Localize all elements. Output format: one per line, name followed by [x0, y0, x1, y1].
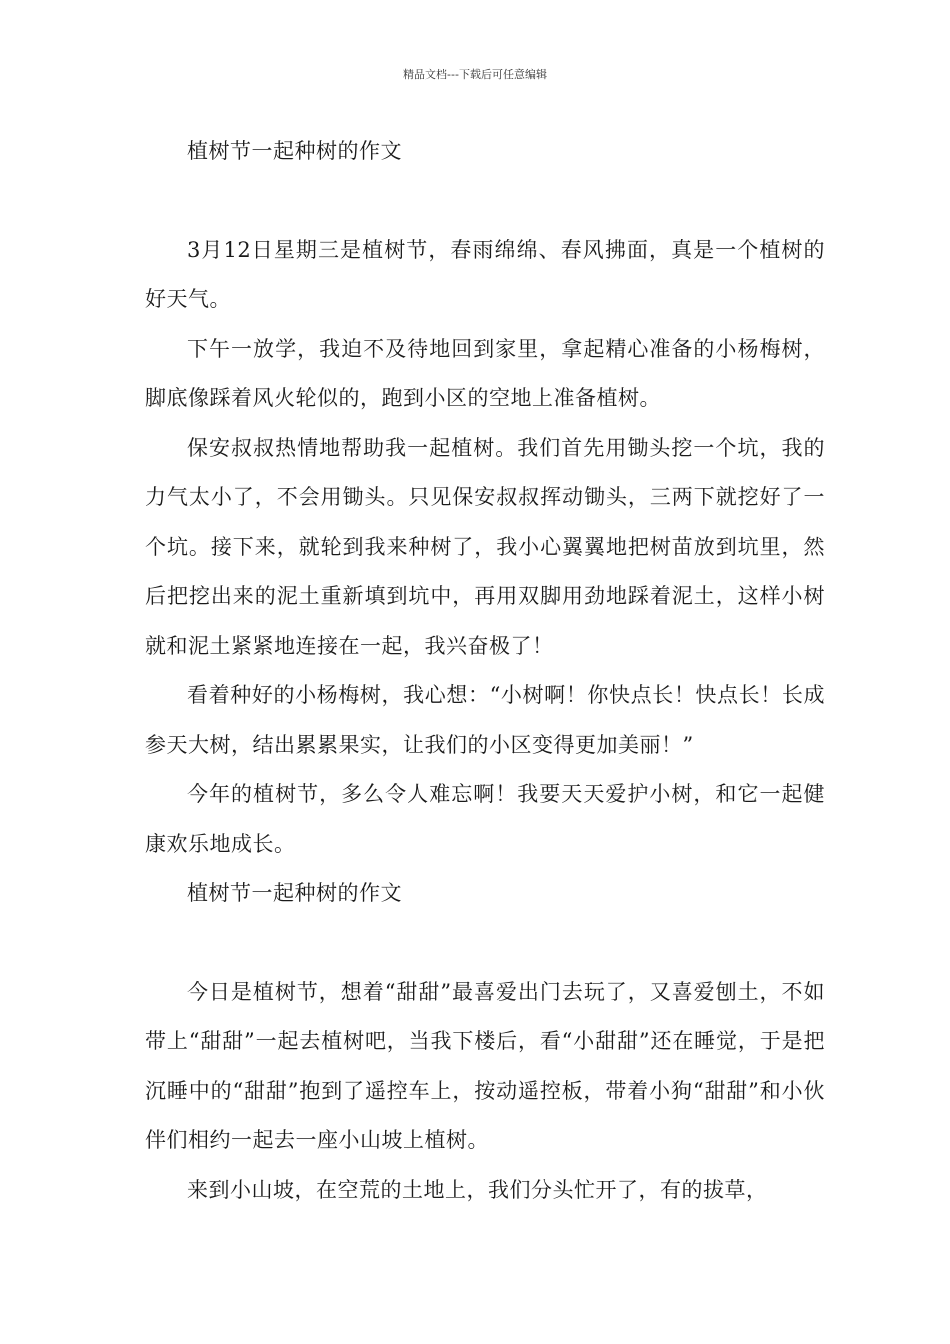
document-body	[145, 127, 825, 1215]
article-title: 植树节一起种树的作文	[187, 139, 402, 163]
paragraph: 保安叔叔热情地帮助我一起植树。我们首先用锄头挖一个坑，我的力气太小了，不会用锄头。只见保安叔叔挥动锄头，三两下就挖好了一个坑。接下来，就轮到我来种树了，我小心翼翼地把树苗放到坑里，然后把挖出来的泥土重新填到坑中，再用双脚用劲地踩着泥土，这样小树就和泥土紧紧地连接在一起，我兴奋极了！	[145, 435, 825, 658]
paragraph: 今日是植树节，想着“甜甜”最喜爱出门去玩了，又喜爱刨土，不如带上“甜甜”一起去植树吧，当我下楼后，看“小甜甜”还在睡觉，于是把沉睡中的“甜甜”抱到了遥控车上，按动遥控板，带着小狗“甜甜”和小伙伴们相约一起去一座小山坡上植树。	[145, 979, 825, 1152]
blank-line	[145, 919, 825, 968]
article-title: 植树节一起种树的作文	[187, 881, 402, 905]
page-header: 精品文档---下载后可任意编辑	[403, 68, 547, 81]
blank-line	[145, 177, 825, 226]
paragraph: 来到小山坡，在空荒的土地上，我们分头忙开了，有的拔草，	[187, 1177, 768, 1202]
paragraph: 3月12日星期三是植树节，春雨绵绵、春风拂面，真是一个植树的好天气。	[145, 237, 825, 311]
paragraph: 下午一放学，我迫不及待地回到家里，拿起精心准备的小杨梅树，脚底像踩着风火轮似的，跑到小区的空地上准备植树。	[145, 336, 825, 410]
paragraph: 今年的植树节，多么令人难忘啊！我要天天爱护小树，和它一起健康欢乐地成长。	[145, 782, 825, 856]
paragraph: 看着种好的小杨梅树，我心想：“小树啊！你快点长！快点长！长成参天大树，结出累累果实，让我们的小区变得更加美丽！”	[145, 683, 825, 757]
